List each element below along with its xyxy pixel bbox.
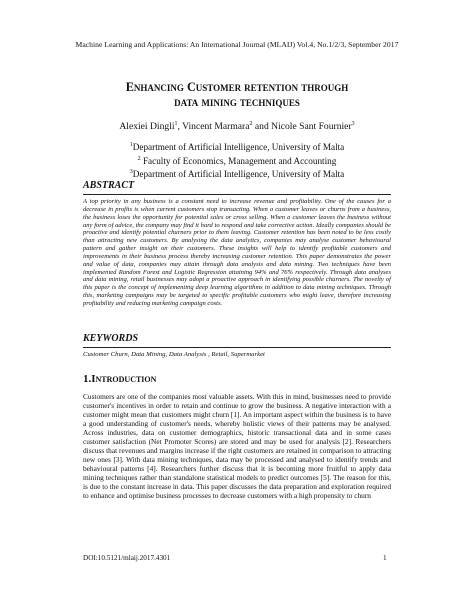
affiliation-line [0,154,474,168]
author-affiliation-mark: 2 [249,121,253,127]
author-separator: and [252,121,272,133]
author-list [0,121,474,132]
affiliation-text: Faculty of Economics, Management and Accounting [140,155,337,166]
introduction-body: Customers are one of the companies most valuable assets. With this in mind, businesses need to provide customer's incentives in order to retain and continue to grow the business. A negative interaction with a customer might mean that customers might churn [1]. An important aspect within the business is to have a good understanding of customer's needs, whereby holistic views of their patterns may be analysed. Across industries, data on customer demographics, historic transactional data and in some cases customer satisfaction (Net Promoter Scores) are stored and may be used for analysis [2]. Researchers discuss that revenues and margins increase if the right customers are retained in comparison to attracting new ones [3]. With data mining techniques, data may be processed and analysed to identify trends and behavioural patterns [4]. Researchers further discuss that it is becoming more fruitful to apply data mining techniques rather than standalone statistical models to predict outcomes [5]. The reason for this, is due to the constant increase in data. This paper discusses the data preparation and exploration required to enhance and optimise business processes to decrease customers with a high propensity to churn [83,392,391,500]
author-name: Nicole Sant Fournier [271,121,352,133]
introduction-heading: 1.Introduction [83,373,157,385]
abstract-divider [83,194,391,195]
abstract-heading: ABSTRACT [83,180,135,191]
affiliation-text: Department of Artificial Intelligence, University of Malta [132,169,345,180]
author-separator: , [177,121,183,133]
affiliation-line [0,167,474,181]
title-line-1: Enhancing Customer retention through [125,80,349,94]
author-name: Vincent Marmara [182,121,250,133]
footer-doi: DOI:10.5121/mlaij.2017.4301 [83,554,171,562]
author-affiliation-mark: 1 [174,121,178,127]
affiliation-line [0,140,474,154]
author-affiliation-mark: 3 [351,121,355,127]
affiliation-mark: 2 [137,155,141,162]
affiliation-mark: 1 [129,142,133,148]
affiliation-mark: 3 [129,169,133,176]
affiliation-list [0,140,474,181]
affiliation-text: Department of Artificial Intelligence, University of Malta [132,142,345,153]
author-name: Alexiei Dingli [119,121,175,133]
abstract-body: A top priority in any business is a constant need to increase revenue and profitability. One of the causes for a decrease in profits is when current customers stop transacting. When a customer leaves or churns from a business, the business loses the opportunity for potential sales or cross selling. When a customer leaves the business without any form of advice, the company may find it hard to respond and take corrective action. Ideally companies should be proactive and identify potential churners prior to them leaving. Customer retention has been noted to be less costly than attracting new customers. By analysing the data analytics, companies may analyse customer behavioural pattern and gather insight on their customers. These insights will help to identify profitable customers and improvements in their business process thereby increasing customer retention. This paper demonstrates the power and value of data, companies may attain through data analysis and data mining. Two techniques have been implemented Random Forest and Logistic Regression attaining 94% and 76% respectively. Through data analyses and data mining, retail businesses may adopt a proactive approach in identifying possible churners. The novelty of this paper is the concept of implementing deep learning algorithms in addition to data mining techniques. Through this, marketing campaigns may be targeted to specific profitable customers who might leave, therefore increasing profitability and reducing marketing campaign costs. [83,198,391,307]
journal-header: Machine Learning and Applications: An International Journal (MLAIJ) Vol.4, No.1/2/3, September 2017 [75,40,399,49]
keywords-heading: KEYWORDS [83,333,139,344]
paper-title [60,80,414,110]
keywords-divider [83,347,391,348]
page-number: 1 [383,554,387,562]
keywords-body: Customer Churn, Data Mining, Data Analysis , Retail, Supermarket [83,351,265,358]
title-line-2: data mining techniques [174,95,300,109]
